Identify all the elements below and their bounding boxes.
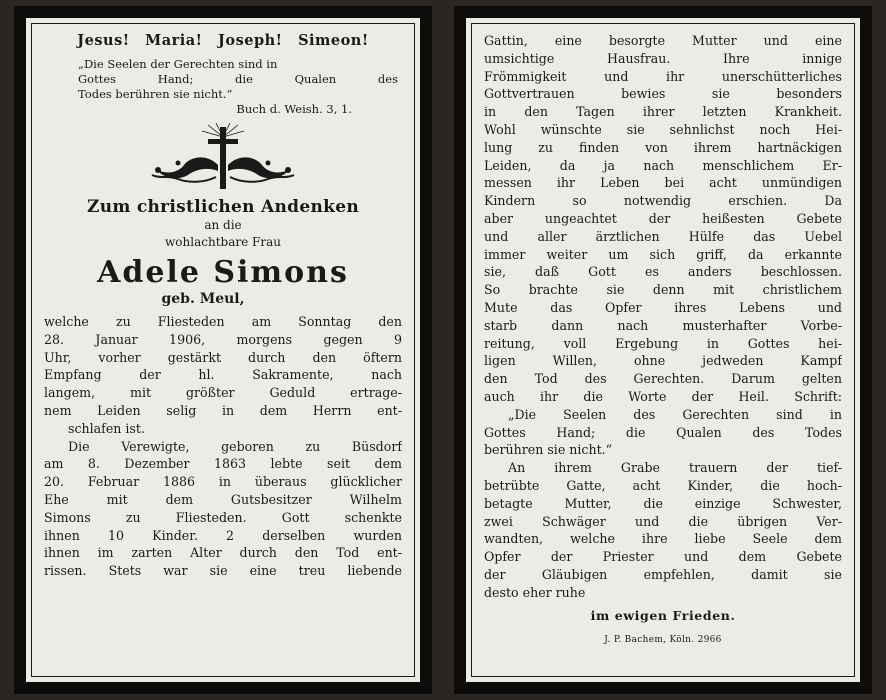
text-line: am 8. Dezember 1863 lebte seit dem [44,456,402,472]
text-line: Gattin, eine besorgte Mutter und eine [484,33,842,48]
text-line: wandten, welche ihre liebe Seele dem [484,531,842,547]
text-line: „Die Seelen des Gerechten sind in [508,406,842,422]
text-line: in den Tagen ihrer letzten Krankheit. [484,104,842,120]
left-card [14,6,432,694]
right-body-text [484,32,842,602]
text-line: ihnen 10 Kinder. 2 derselben wurden [44,527,402,543]
memorial-heading: Zum christlichen Andenken [86,197,359,217]
text-line: der Gläubigen empfehlen, damit sie [484,566,842,582]
an-die-text: an die [204,218,242,232]
text-line: schlafen ist. [68,420,145,436]
invocation: Jesus! Maria! Joseph! Simeon! [77,32,369,49]
text-line: zwei Schwäger und die übrigen Ver- [484,513,842,529]
text-line: berühren sie nicht.“ [484,442,613,458]
text-line: Uhr, vorher gestärkt durch den öftern [44,349,402,365]
text-line: reitung, voll Ergebung in Gottes hei- [484,335,842,351]
text-line: messen ihr Leben bei acht unmündigen [484,175,842,191]
text-line: lung zu finden von ihrem hartnäckigen [484,139,842,155]
honorific-text: wohlachtbare Frau [165,235,281,249]
text-line: An ihrem Grabe trauern der tief- [508,460,842,476]
text-line: Gottes Hand; die Qualen des Todes [484,424,842,440]
text-line: Simons zu Fliesteden. Gott schenkte [44,509,402,525]
scripture-quote [44,57,402,117]
text-line: welche zu Fliesteden am Sonntag den [44,314,402,329]
printer-imprint: J. P. Bachem, Köln. 2966 [604,634,722,645]
text-line: sie, daß Gott es anders beschlossen. [484,264,842,280]
right-paper [466,18,860,682]
text-line: Empfang der hl. Sakramente, nach [44,367,402,383]
text-line: desto eher ruhe [484,584,586,600]
text-line: umsichtige Hausfrau. Ihre innige [484,50,842,66]
text-line: 20. Februar 1886 in überaus glücklicher [44,474,402,490]
text-line: ligen Willen, ohne jedweden Kampf [484,353,842,369]
text-line: immer weiter um sich griff, da erkannte [484,246,842,262]
text-line: Die Verewigte, geboren zu Büsdorf [68,438,402,454]
text-line: Gottvertrauen bewies sie besonders [484,86,842,102]
text-line: und aller ärztlichen Hülfe das Uebel [484,228,842,244]
quote-line: „Die Seelen der Gerechten sind in [78,57,278,71]
text-line: aber ungeachtet der heißesten Gebete [484,210,842,226]
text-line: Ehe mit dem Gutsbesitzer Wilhelm [44,491,402,507]
deceased-name: Adele Simons [97,255,349,290]
maiden-name: geb. Meul, [161,291,245,307]
text-line: den Tod des Gerechten. Darum gelten [484,371,842,387]
quote-line: Gottes Hand; die Qualen des [78,72,398,86]
quote-reference: Buch d. Weish. 3, 1. [236,102,352,116]
text-line: 28. Januar 1906, morgens gegen 9 [44,331,402,347]
text-line: Opfer der Priester und dem Gebete [484,549,842,565]
text-line: Mute das Opfer ihres Lebens und [484,299,842,315]
text-line: nem Leiden selig in dem Herrn ent- [44,402,402,418]
text-line: ihnen im zarten Alter durch den Tod ent- [44,545,402,561]
left-body-text [44,313,402,580]
text-line: Kindern so notwendig erschien. Da [484,193,842,209]
left-paper [26,18,420,682]
text-line: auch ihr die Worte der Heil. Schrift: [484,388,842,404]
text-line: Leiden, da ja nach menschlichem Er- [484,157,842,173]
text-line: starb dann nach musterhafter Vorbe- [484,317,842,333]
right-card [454,6,872,694]
text-line: Frömmigkeit und ihr unerschütterliches [484,68,842,84]
text-line: rissen. Stets war sie eine treu liebende [44,563,402,579]
text-line: betagte Mutter, die einzige Schwester, [484,495,842,511]
quote-line: Todes berühren sie nicht.“ [78,87,233,101]
closing-phrase: im ewigen Frieden. [590,607,736,623]
cross-ornament-icon [138,123,308,193]
text-line: betrübte Gatte, acht Kinder, die hoch- [484,477,842,493]
text-line: Wohl wünschte sie sehnlichst noch Hei- [484,121,842,137]
text-line: langem, mit größter Geduld ertrage- [44,385,402,401]
left-content [44,30,402,672]
text-line: So brachte sie denn mit christlichem [484,282,842,298]
right-content [484,32,842,672]
